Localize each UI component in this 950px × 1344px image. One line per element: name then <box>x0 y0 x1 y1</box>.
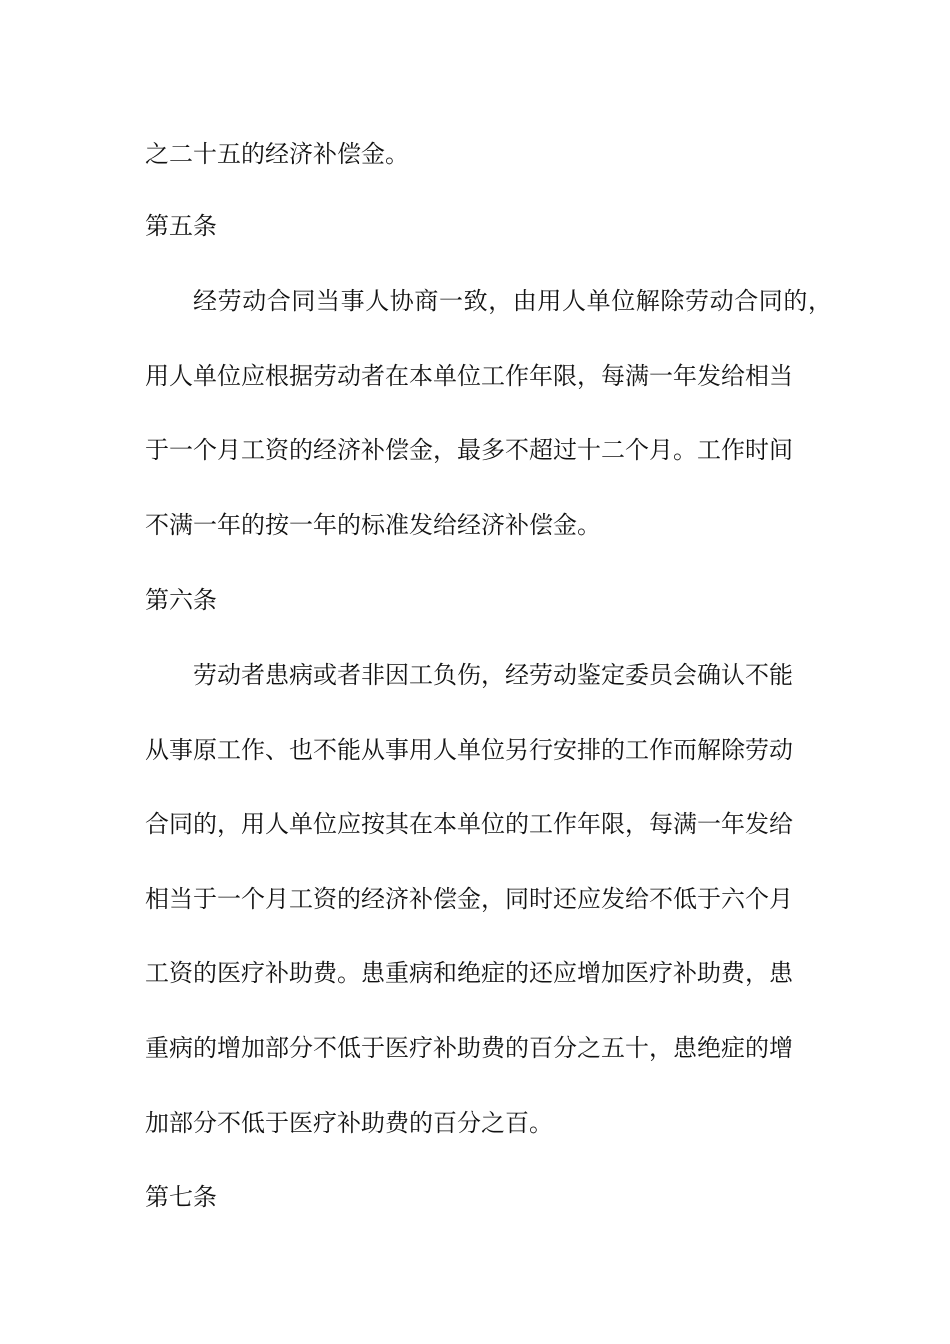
body-text-line: 相当于一个月工资的经济补偿金，同时还应发给不低于六个月 <box>145 885 793 913</box>
body-text-line: 加部分不低于医疗补助费的百分之百。 <box>145 1109 553 1137</box>
body-text-line: 于一个月工资的经济补偿金，最多不超过十二个月。工作时间 <box>145 436 793 464</box>
body-text-line: 用人单位应根据劳动者在本单位工作年限，每满一年发给相当 <box>145 362 793 390</box>
body-text-line: 从事原工作、也不能从事用人单位另行安排的工作而解除劳动 <box>145 736 793 764</box>
body-text-line: 经劳动合同当事人协商一致，由用人单位解除劳动合同的， <box>193 287 833 315</box>
article-heading: 第五条 <box>145 212 217 240</box>
article-heading: 第六条 <box>145 586 217 614</box>
body-text-line: 重病的增加部分不低于医疗补助费的百分之五十，患绝症的增 <box>145 1034 793 1062</box>
body-text-line: 不满一年的按一年的标准发给经济补偿金。 <box>145 511 601 539</box>
body-text-line: 工资的医疗补助费。患重病和绝症的还应增加医疗补助费，患 <box>145 959 793 987</box>
article-heading: 第七条 <box>145 1183 217 1211</box>
body-text-line: 合同的，用人单位应按其在本单位的工作年限，每满一年发给 <box>145 810 793 838</box>
body-text-line: 劳动者患病或者非因工负伤，经劳动鉴定委员会确认不能 <box>193 661 793 689</box>
body-text-line: 之二十五的经济补偿金。 <box>145 140 409 168</box>
